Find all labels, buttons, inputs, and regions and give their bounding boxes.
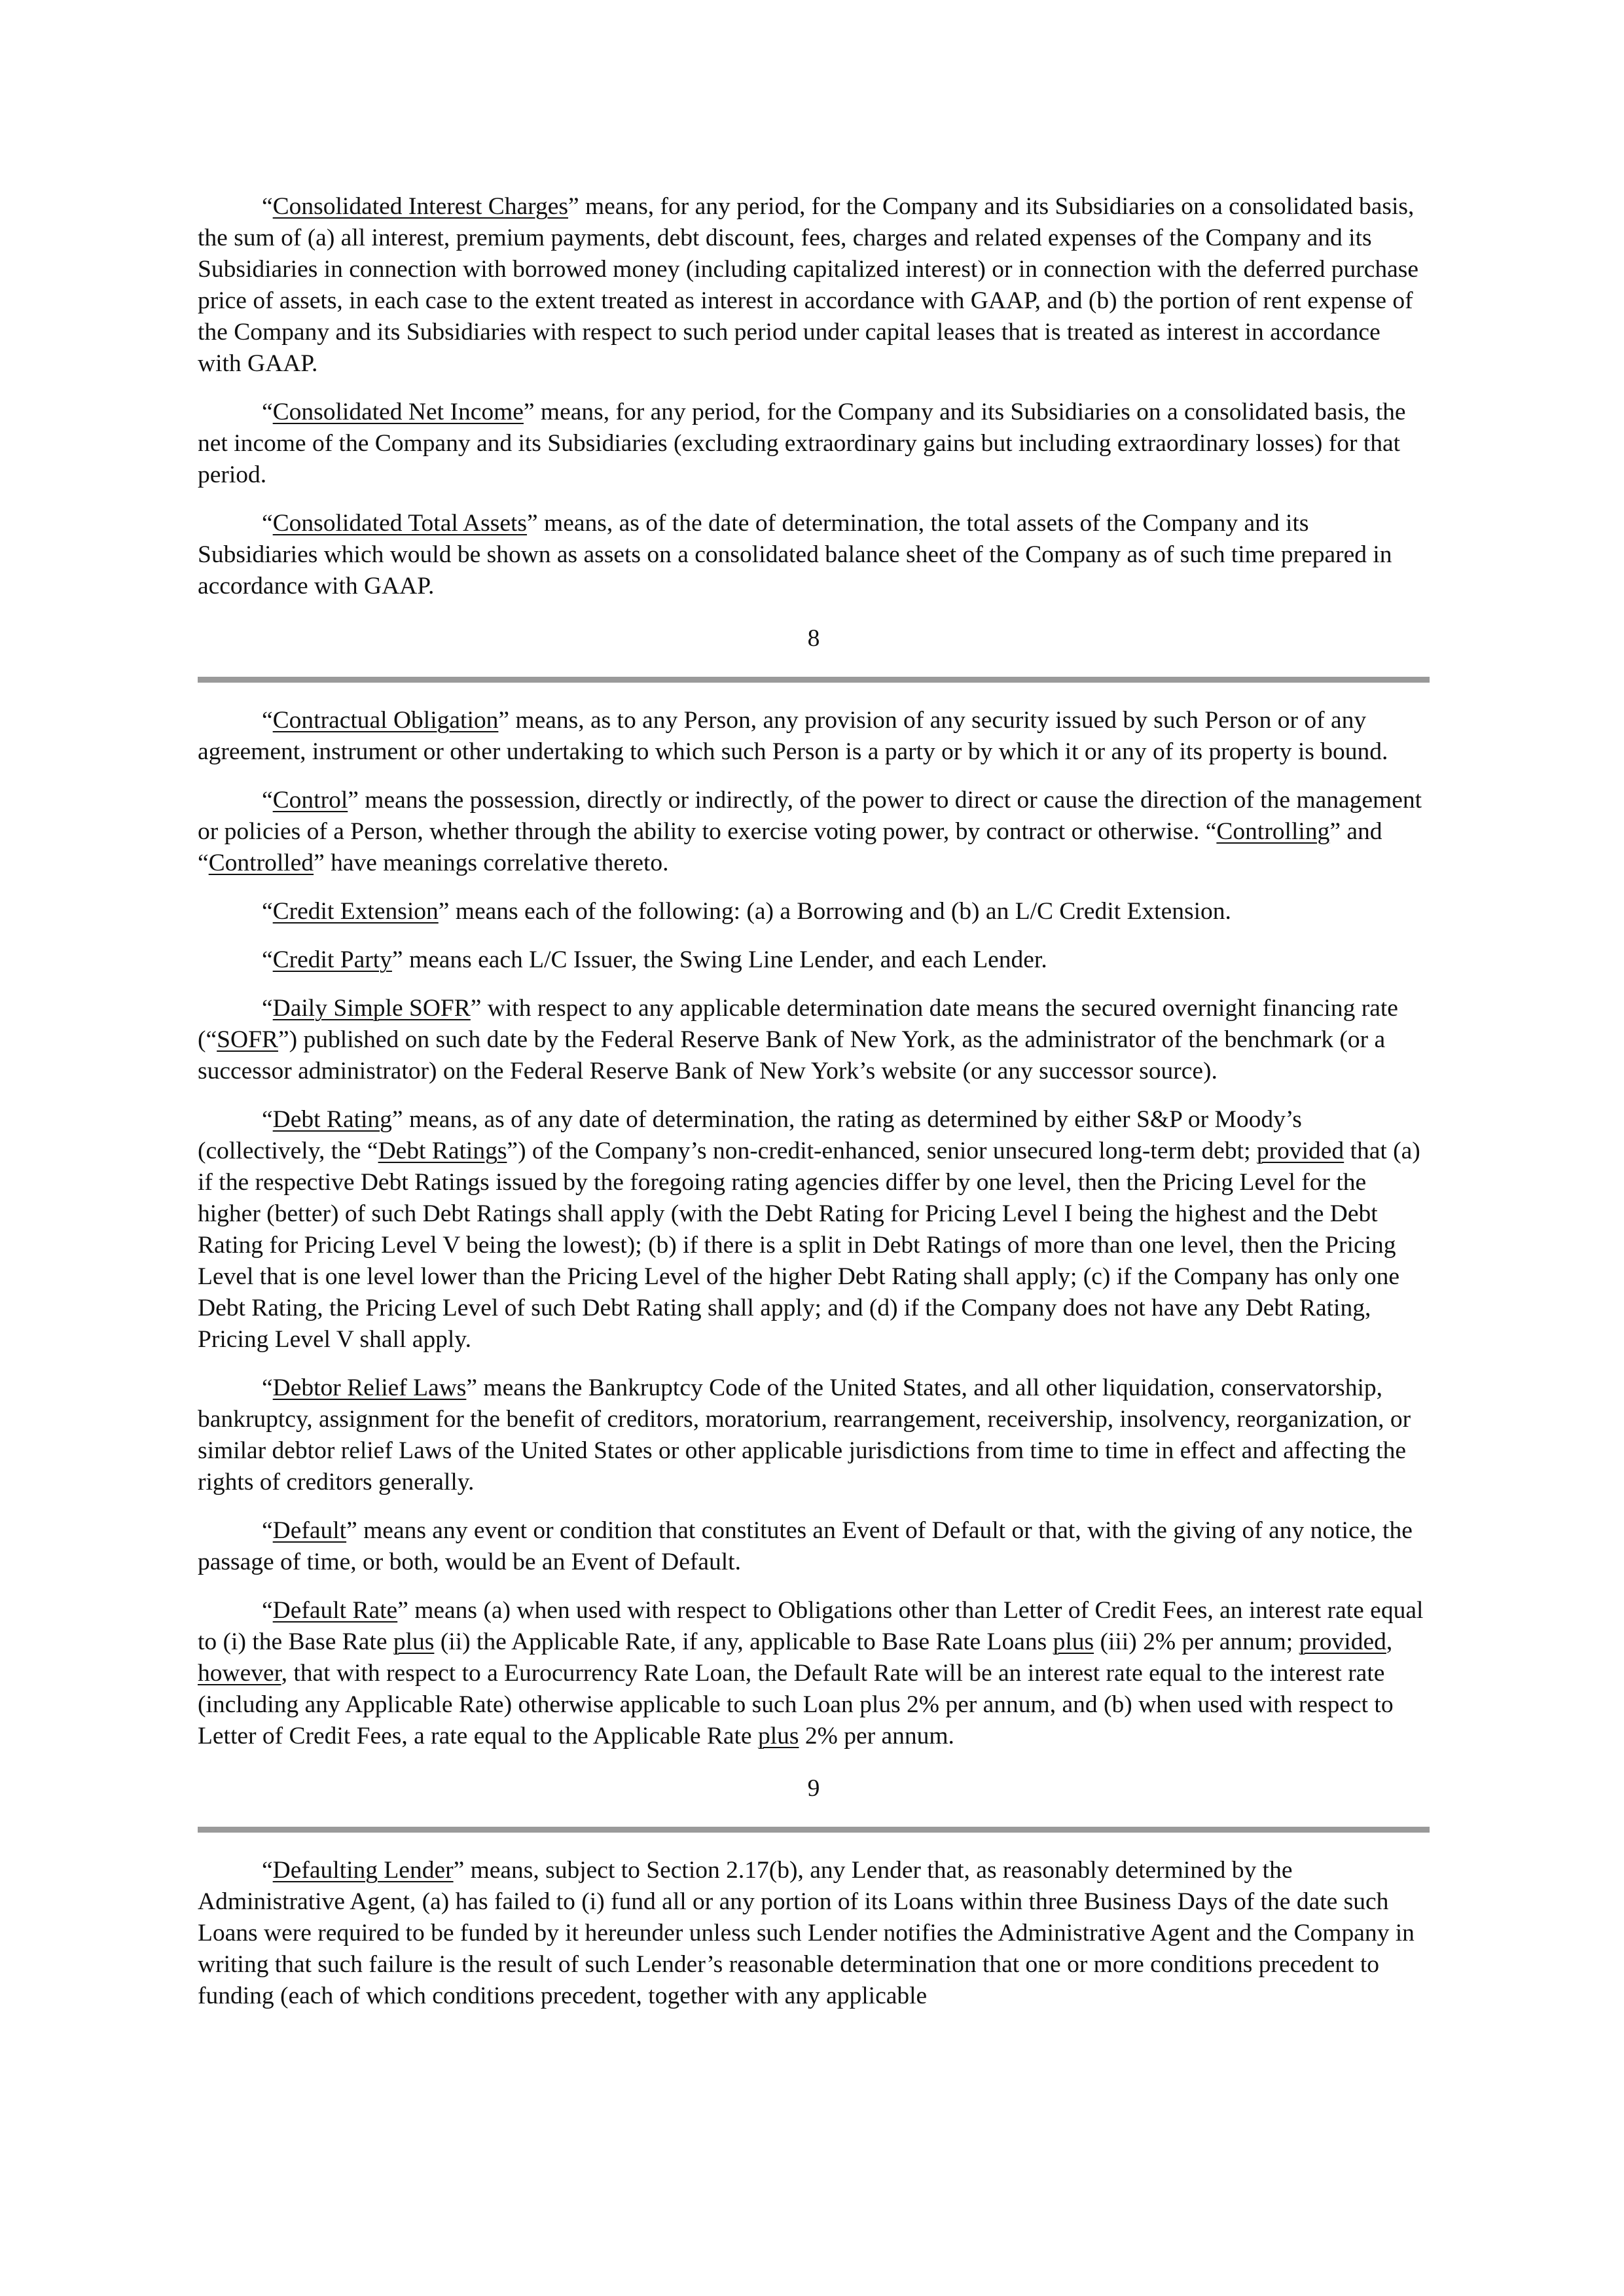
definition-contractual-obligation: “Contractual Obligation” means, as to any Person, any provision of any security issued by such Person or of any agreement, instrument or other undertaking to which such Person is a party or by which it or any of its property is bound. [198, 707, 1388, 765]
definition-default: “Default” means any event or condition that constitutes an Event of Default or that, with the giving of any notice, the passage of time, or both, would be an Event of Default. [198, 1517, 1413, 1575]
page-divider [198, 677, 1430, 683]
page-number: 9 [807, 1775, 820, 1802]
definition-default-rate: “Default Rate” means (a) when used with respect to Obligations other than Letter of Credit Fees, an interest rate equal to (i) the Base Rate plus (ii) the Applicable Rate, if any, applicable to Base Rate Loans plus (iii) 2% per annum; provided, however, that with respect to a Eurocurrency Rate Loan, the Default Rate will be an interest rate equal to the interest rate (including any Applicable Rate) otherwise applicable to such Loan plus 2% per annum, and (b) when used with respect to Letter of Credit Fees, a rate equal to the Applicable Rate plus 2% per annum. [198, 1597, 1424, 1749]
defined-term: Controlling [1216, 818, 1330, 845]
emphasis-word: however [198, 1660, 281, 1687]
definition-defaulting-lender: “Defaulting Lender” means, subject to Section 2.17(b), any Lender that, as reasonably determined by the Administrative Agent, (a) has failed to (i) fund all or any portion of its Loans within three Business Days of the date such Loans were required to be funded by it hereunder unless such Lender notifies the Administrative Agent and the Company in writing that such failure is the result of such Lender’s reasonable determination that one or more conditions precedent to funding (each of which conditions precedent, together with any applicable [198, 1857, 1415, 2009]
page-divider [198, 1827, 1430, 1833]
defined-term: Default Rate [272, 1597, 398, 1624]
defined-term: Credit Party [272, 946, 392, 973]
defined-term: SOFR [217, 1026, 278, 1053]
defined-term: Credit Extension [272, 898, 439, 925]
definition-debt-rating: “Debt Rating” means, as of any date of determination, the rating as determined by either S&P or Moody’s (collectively, the “Debt Ratings”) of the Company’s non-credit-enhanced, senior unsecured long-term debt; provided that (a) if the respective Debt Ratings issued by the foregoing rating agencies differ by one level, then the Pricing Level for the higher (better) of such Debt Ratings shall apply (with the Debt Rating for Pricing Level I being the highest and the Debt Rating for Pricing Level V being the lowest); (b) if there is a split in Debt Ratings of more than one level, then the Pricing Level that is one level lower than the Pricing Level of the higher Debt Rating shall apply; (c) if the Company has only one Debt Rating, the Pricing Level of such Debt Rating shall apply; and (d) if the Company does not have any Debt Rating, Pricing Level V shall apply. [198, 1106, 1420, 1353]
defined-term: Consolidated Net Income [272, 399, 524, 425]
defined-term: Control [272, 787, 348, 814]
proviso-word: provided [1256, 1138, 1344, 1164]
defined-term: Default [272, 1517, 347, 1544]
definition-consolidated-total-assets: “Consolidated Total Assets” means, as of the date of determination, the total assets of the Company and its Subsidiaries which would be shown as assets on a consolidated balance sheet of the Company as of such time prepared in accordance with GAAP. [198, 510, 1392, 600]
emphasis-word: plus [757, 1723, 799, 1749]
emphasis-word: provided [1299, 1628, 1386, 1655]
defined-term: Consolidated Total Assets [272, 510, 528, 537]
defined-term: Controlled [208, 850, 314, 876]
defined-term: Contractual Obligation [272, 707, 499, 734]
emphasis-word: plus [1053, 1628, 1094, 1655]
defined-term: Daily Simple SOFR [272, 995, 471, 1022]
defined-term: Debt Rating [272, 1106, 392, 1133]
definition-credit-party: “Credit Party” means each L/C Issuer, the Swing Line Lender, and each Lender. [262, 946, 1047, 973]
definition-consolidated-interest-charges: “Consolidated Interest Charges” means, for any period, for the Company and its Subsidiaries on a consolidated basis, the sum of (a) all interest, premium payments, debt discount, fees, charges and related expenses of the Company and its Subsidiaries in connection with borrowed money (including capitalized interest) or in connection with the deferred purchase price of assets, in each case to the extent treated as interest in accordance with GAAP, and (b) the portion of rent expense of the Company and its Subsidiaries with respect to such period under capital leases that is treated as interest in accordance with GAAP. [198, 193, 1419, 377]
definition-debtor-relief-laws: “Debtor Relief Laws” means the Bankruptcy Code of the United States, and all other liquidation, conservatorship, bankruptcy, assignment for the benefit of creditors, moratorium, rearrangement, receivership, insolvency, reorganization, or similar debtor relief Laws of the United States or other applicable jurisdictions from time to time in effect and affecting the rights of creditors generally. [198, 1374, 1411, 1496]
emphasis-word: plus [393, 1628, 435, 1655]
defined-term: Debt Ratings [378, 1138, 507, 1164]
definition-consolidated-net-income: “Consolidated Net Income” means, for any period, for the Company and its Subsidiaries on a consolidated basis, the net income of the Company and its Subsidiaries (excluding extraordinary gains but including extraordinary losses) for that period. [198, 399, 1406, 488]
definition-daily-simple-sofr: “Daily Simple SOFR” with respect to any applicable determination date means the secured overnight financing rate (“SOFR”) published on such date by the Federal Reserve Bank of New York, as the administrator of the benchmark (or a successor administrator) on the Federal Reserve Bank of New York’s website (or any successor source). [198, 995, 1398, 1085]
defined-term: Debtor Relief Laws [272, 1374, 467, 1401]
definition-credit-extension: “Credit Extension” means each of the following: (a) a Borrowing and (b) an L/C Credit Extension. [262, 898, 1231, 925]
definition-control: “Control” means the possession, directly or indirectly, of the power to direct or cause the direction of the management or policies of a Person, whether through the ability to exercise voting power, by contract or otherwise. “Controlling” and “Controlled” have meanings correlative thereto. [198, 787, 1422, 876]
document-content [198, 191, 1430, 2029]
page-number: 8 [807, 625, 820, 652]
defined-term: Consolidated Interest Charges [272, 193, 568, 220]
defined-term: Defaulting Lender [272, 1857, 454, 1884]
